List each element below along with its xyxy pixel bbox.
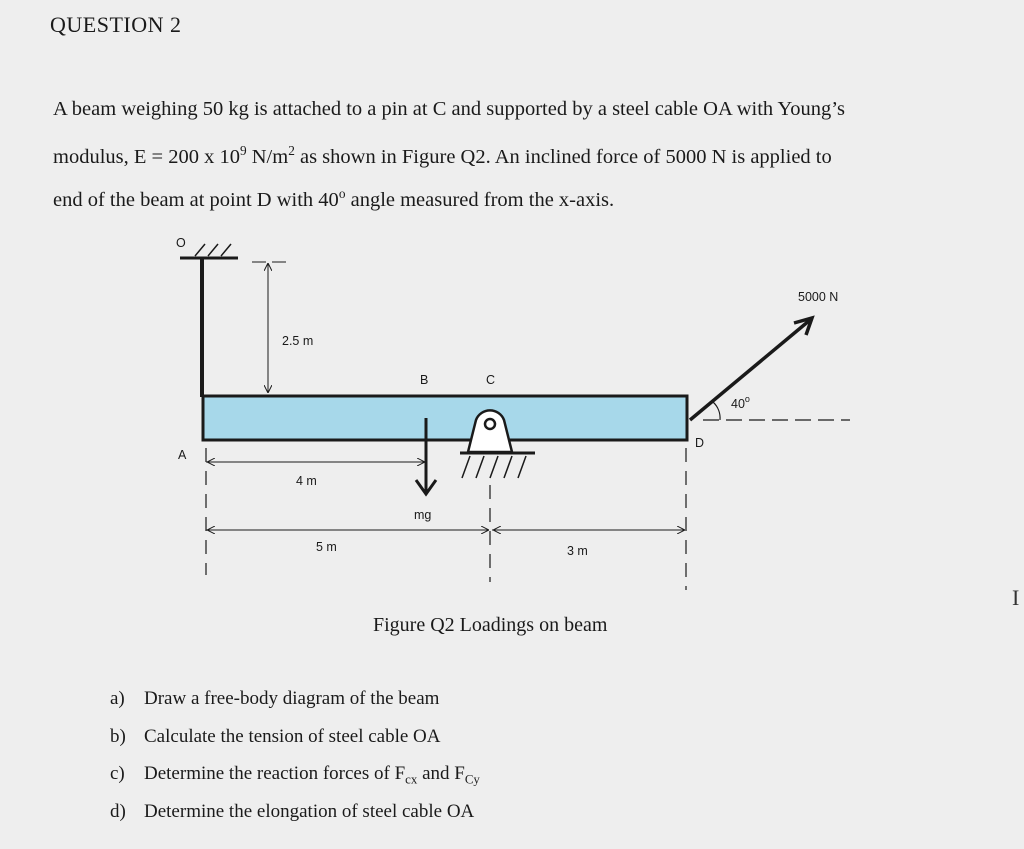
label-dim-ab: 4 m [296, 474, 317, 488]
task-item: b) Calculate the tension of steel cable OA [110, 725, 441, 747]
task-item: d) Determine the elongation of steel cable OA [110, 800, 475, 822]
intro-line-2: modulus, E = 200 x $10^9$ $N/m^2$ as shown in Figure Q2. An inclined force of 5000 N is applied to [53, 143, 832, 168]
task-list [110, 688, 480, 838]
question-title: QUESTION 2 [50, 12, 182, 37]
label-b: B [420, 373, 429, 387]
figure-caption: Figure Q2 Loadings on beam [373, 614, 608, 636]
label-angle: 40$^o$ [731, 394, 750, 411]
text-cursor-icon: I [1012, 585, 1020, 610]
label-a: A [178, 448, 187, 462]
label-cable-length: 2.5 m [282, 334, 314, 348]
dimension-cable-length [252, 262, 292, 392]
ceiling-support-o [180, 244, 238, 258]
extension-lines [206, 420, 850, 590]
inclined-force-arrow [690, 318, 812, 420]
label-o: O [176, 236, 186, 250]
angle-arc [713, 402, 720, 420]
task-item: a) Draw a free-body diagram of the beam [110, 688, 440, 709]
label-dim-ac: 5 m [316, 540, 337, 554]
intro-line-3: end of the beam at point D with 40$^o$ angle measured from the x-axis. [53, 186, 615, 211]
task-item: c) Determine the reaction forces of $F_{cx}$ and $F_{Cy}$ [110, 763, 480, 787]
beam [203, 396, 687, 440]
intro-line-1: A beam weighing 50 kg is attached to a pin at C and supported by a steel cable OA with Young’s [53, 98, 845, 120]
label-weight: mg [414, 508, 432, 522]
label-c: C [486, 373, 496, 387]
label-d: D [695, 436, 705, 450]
label-force: 5000 N [798, 290, 839, 304]
label-dim-cd: 3 m [567, 544, 588, 558]
